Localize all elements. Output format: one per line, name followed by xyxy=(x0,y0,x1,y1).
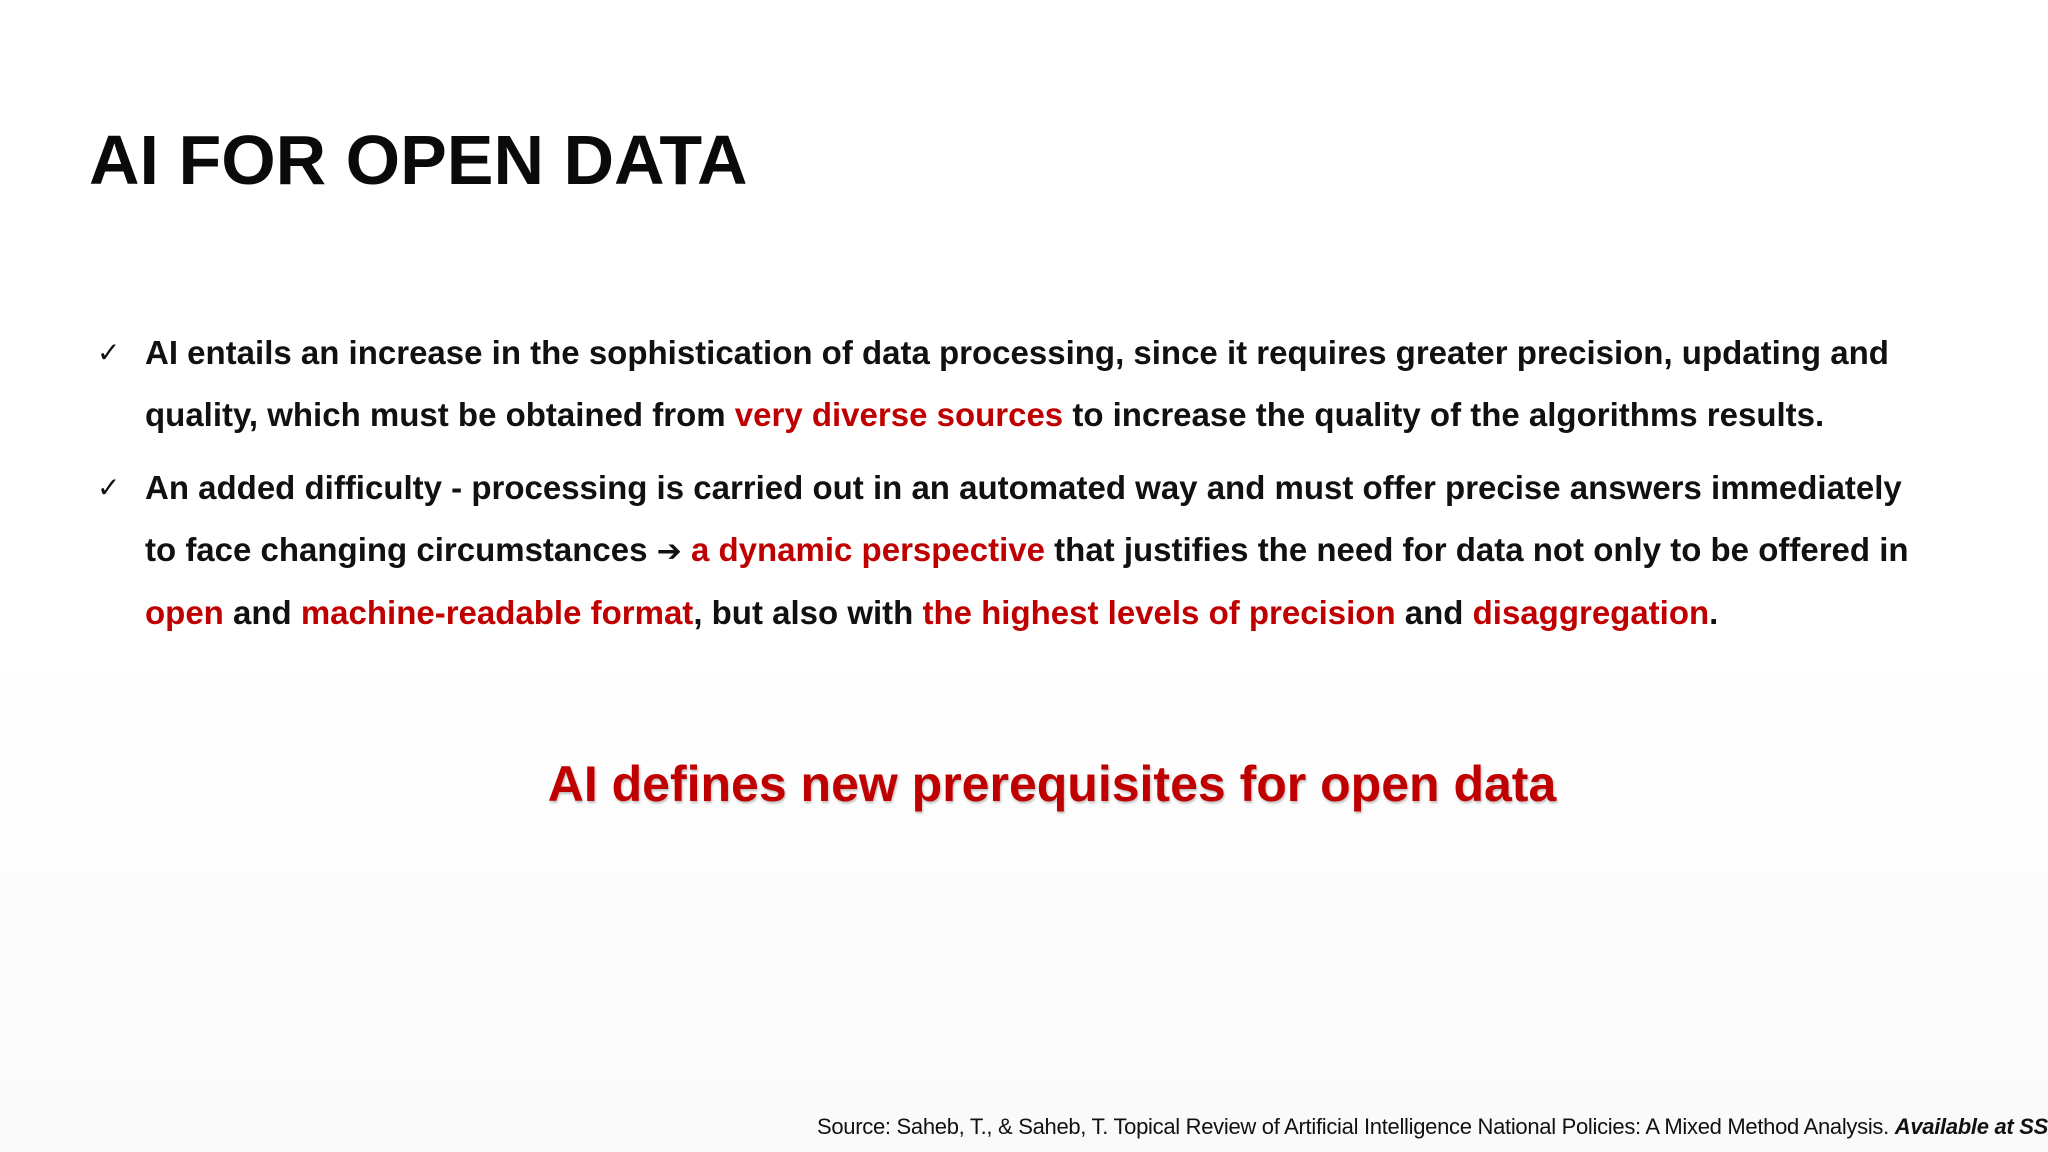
bullet-2-highlight: open xyxy=(145,594,224,631)
bullet-item-1 xyxy=(95,322,2035,445)
bullet-1-text: quality, which must be obtained from xyxy=(145,395,735,433)
bullet-2-text: and xyxy=(1395,594,1473,631)
source-citation xyxy=(817,1114,2048,1140)
bullet-1-line-2 xyxy=(145,384,2035,446)
checkmark-icon: ✓ xyxy=(97,336,121,369)
bullet-list xyxy=(95,322,2035,656)
bullet-2-text: that justifies the need for data not only to be offered in xyxy=(1045,530,1909,568)
slide-title: AI FOR OPEN DATA xyxy=(89,121,748,199)
bullet-2-line-2 xyxy=(145,519,2035,583)
bullet-2-line-1: An added difficulty - processing is carried out in an automated way and must offer precise answers immediately xyxy=(145,469,1902,506)
bullet-2-highlight: machine-readable format xyxy=(300,594,694,631)
bullet-1-text: to increase the quality of the algorithms results. xyxy=(1063,395,1825,433)
bullet-2-text: . xyxy=(1709,594,1719,631)
source-availability: Available at SS xyxy=(1894,1114,2048,1139)
checkmark-icon: ✓ xyxy=(97,471,121,504)
bullet-2-highlight: disaggregation xyxy=(1472,594,1710,631)
bullet-2-highlight: a dynamic perspective xyxy=(690,530,1045,568)
bullet-2-line-3 xyxy=(145,582,2035,644)
bullet-2-text: , but also with xyxy=(693,594,923,631)
conclusion-statement: AI defines new prerequisites for open data xyxy=(547,756,1557,812)
right-arrow-icon: ➔ xyxy=(656,533,682,569)
bullet-2-text: and xyxy=(223,594,301,631)
bullet-1-highlight: very diverse sources xyxy=(734,395,1064,433)
bullet-2-highlight: the highest levels of precision xyxy=(922,594,1396,631)
bullet-2-text: to face changing circumstances xyxy=(145,530,657,568)
bullet-item-2 xyxy=(95,457,2035,644)
bullet-1-line-1: AI entails an increase in the sophistication of data processing, since it requires greater precision, updating and xyxy=(145,334,1889,371)
source-text: Source: Saheb, T., & Saheb, T. Topical Review of Artificial Intelligence National Policies: A Mixed Method Analysis. xyxy=(817,1114,1895,1139)
